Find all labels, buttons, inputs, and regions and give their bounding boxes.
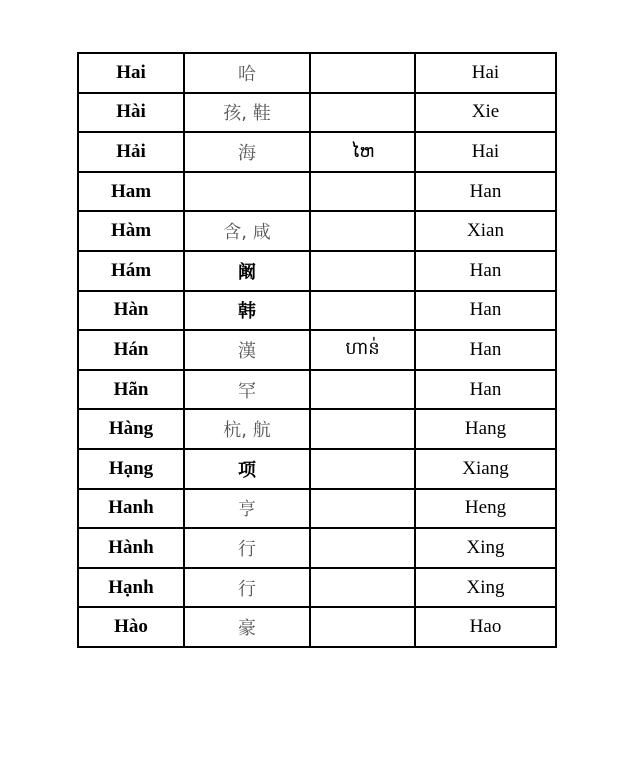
chinese-character-cell: 豪 [184, 607, 310, 647]
pinyin-cell: Xie [415, 93, 556, 133]
chinese-character-cell: 韩 [184, 291, 310, 331]
table-row [78, 251, 556, 291]
vietnamese-word-cell: Hãn [78, 370, 184, 410]
pinyin-cell: Han [415, 291, 556, 331]
pinyin-cell: Hang [415, 409, 556, 449]
pinyin-cell: Hao [415, 607, 556, 647]
chinese-character-cell: 项 [184, 449, 310, 489]
vietnamese-word-cell: Hạnh [78, 568, 184, 608]
vocabulary-table [77, 52, 557, 648]
table-row [78, 172, 556, 212]
vietnamese-word-cell: Hàm [78, 211, 184, 251]
script-equivalent-cell [310, 607, 415, 647]
table-row [78, 132, 556, 172]
script-equivalent-cell [310, 449, 415, 489]
script-equivalent-cell [310, 251, 415, 291]
script-equivalent-cell [310, 211, 415, 251]
vocabulary-table-body [78, 53, 556, 647]
script-equivalent-cell [310, 370, 415, 410]
pinyin-cell: Han [415, 172, 556, 212]
vietnamese-word-cell: Ham [78, 172, 184, 212]
pinyin-cell: Hai [415, 53, 556, 93]
chinese-character-cell: 阚 [184, 251, 310, 291]
script-equivalent-cell [310, 489, 415, 529]
vietnamese-word-cell: Hán [78, 330, 184, 370]
chinese-character-cell [184, 172, 310, 212]
table-row [78, 93, 556, 133]
chinese-character-cell: 亨 [184, 489, 310, 529]
script-equivalent-cell [310, 172, 415, 212]
pinyin-cell: Xian [415, 211, 556, 251]
chinese-character-cell: 行 [184, 528, 310, 568]
script-equivalent-cell [310, 291, 415, 331]
vietnamese-word-cell: Hải [78, 132, 184, 172]
table-row [78, 607, 556, 647]
table-row [78, 449, 556, 489]
vietnamese-word-cell: Hàn [78, 291, 184, 331]
chinese-character-cell: 海 [184, 132, 310, 172]
table-row [78, 528, 556, 568]
pinyin-cell: Han [415, 370, 556, 410]
chinese-character-cell: 行 [184, 568, 310, 608]
pinyin-cell: Heng [415, 489, 556, 529]
vietnamese-word-cell: Hào [78, 607, 184, 647]
script-equivalent-cell [310, 528, 415, 568]
vietnamese-word-cell: Hai [78, 53, 184, 93]
table-row [78, 330, 556, 370]
vietnamese-word-cell: Hành [78, 528, 184, 568]
pinyin-cell: Xing [415, 568, 556, 608]
table-row [78, 291, 556, 331]
table-row [78, 568, 556, 608]
vietnamese-word-cell: Hanh [78, 489, 184, 529]
chinese-character-cell: 罕 [184, 370, 310, 410]
chinese-character-cell: 杭, 航 [184, 409, 310, 449]
chinese-character-cell: 漢 [184, 330, 310, 370]
vietnamese-word-cell: Hạng [78, 449, 184, 489]
script-equivalent-cell: ហាន់ [310, 330, 415, 370]
vietnamese-word-cell: Hài [78, 93, 184, 133]
vietnamese-word-cell: Hám [78, 251, 184, 291]
script-equivalent-cell: ໄຫ [310, 132, 415, 172]
pinyin-cell: Xing [415, 528, 556, 568]
script-equivalent-cell [310, 409, 415, 449]
pinyin-cell: Hai [415, 132, 556, 172]
table-row [78, 370, 556, 410]
script-equivalent-cell [310, 568, 415, 608]
pinyin-cell: Han [415, 330, 556, 370]
table-row [78, 489, 556, 529]
script-equivalent-cell [310, 93, 415, 133]
chinese-character-cell: 哈 [184, 53, 310, 93]
table-row [78, 211, 556, 251]
chinese-character-cell: 孩, 鞋 [184, 93, 310, 133]
vietnamese-word-cell: Hàng [78, 409, 184, 449]
table-row [78, 409, 556, 449]
script-equivalent-cell [310, 53, 415, 93]
chinese-character-cell: 含, 咸 [184, 211, 310, 251]
pinyin-cell: Xiang [415, 449, 556, 489]
pinyin-cell: Han [415, 251, 556, 291]
table-row [78, 53, 556, 93]
